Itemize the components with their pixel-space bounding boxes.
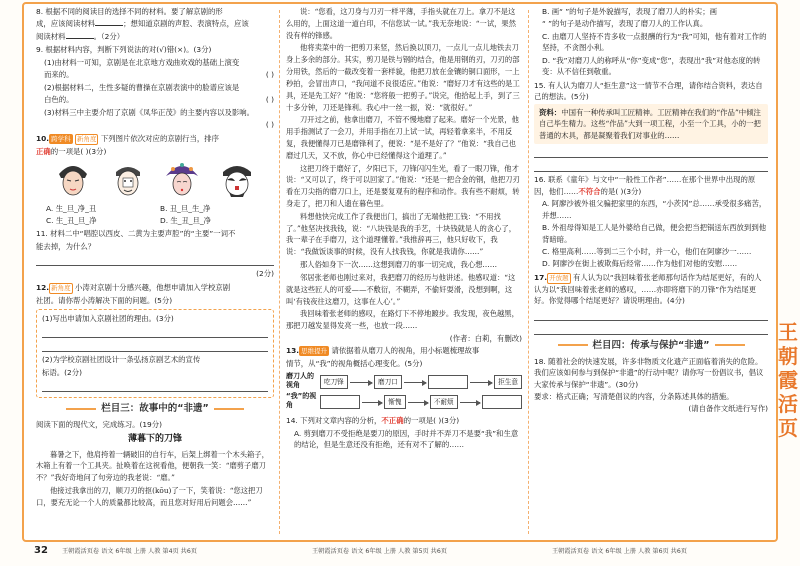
question-17: 17. 开放题 有人认为以“我回味着张老师那句话作为结尾更好，有的人认为以“我回味着张老师的感叹，……亦即将磨下的刀锋”作为结尾更好。你觉得哪个结尾更好？请说明理由。(4分) xyxy=(534,272,768,335)
opera-face-jing-icon xyxy=(219,160,255,198)
opera-face-sheng-icon xyxy=(55,160,91,198)
flow-answer-box[interactable] xyxy=(482,395,522,409)
flow-box: 拒生意 xyxy=(494,375,522,389)
page-frame xyxy=(22,2,778,542)
q8-text: 8. 根据不同的阅读目的选择不同的材料。要了解京剧的形 xyxy=(36,7,223,16)
page-number: 32 xyxy=(34,545,48,556)
q12-answer-box: (1)写出申请加入京剧社团的理由。(3分) (2)为学校京剧社团设计一条弘扬京剧艺术的宣传 标语。(2分) xyxy=(36,309,274,398)
footer-right: 王朝霞活页卷 语文 6年级 上册 人教 第6页 共6页 xyxy=(552,548,687,555)
open-question-tag: 开放题 xyxy=(549,273,569,282)
arrow-right-icon xyxy=(362,402,382,403)
answer-blank[interactable] xyxy=(95,18,123,26)
answer-line[interactable] xyxy=(534,160,768,172)
flow-label-knife-grinder: 磨刀人的视角 xyxy=(286,372,314,390)
flow-row-bottom xyxy=(320,392,522,412)
option-d[interactable]: D. 阿廖沙在街上被欺侮后经常……作为他们对他的安慰…… xyxy=(542,259,738,269)
arrow-right-icon xyxy=(404,382,426,383)
story-paragraph: 我回味着张老师的感叹，在路灯下不停地踱步。我发现，夜色越黑，那把刀越发显得发亮一些，也放一段…… xyxy=(286,309,519,331)
flow-box: 惭愧 xyxy=(384,395,405,409)
answer-line[interactable] xyxy=(534,309,768,321)
question-10: 10. 跨学科 新角度 下列图片依次对应的京剧行当，排序 正确的一项是( )(3分) A. 生_旦_净_丑 B. 丑_旦_生_净 C. 生_丑_旦_净 D. 生_丑_旦_净 xyxy=(36,133,274,226)
question-13: 13. 思维提升 请依据着从磨刀人的视角，用小标题梳理故事 情节，从“我”的视角概括心理变化。(5分) 磨刀人的视角 吃刀锋 磨刀口 拒生意 “我”的视角 惭愧 不耐烦 xyxy=(286,345,522,412)
opera-faces-illustration xyxy=(46,160,264,200)
arrow-right-icon xyxy=(350,382,372,383)
plot-flow-diagram xyxy=(286,372,522,412)
flow-row-top xyxy=(320,372,522,392)
arrow-right-icon xyxy=(460,402,480,403)
new-angle-tag: 新角度 xyxy=(76,134,97,143)
flow-label-narrator: “我”的视角 xyxy=(286,392,317,410)
footer-left: 王朝霞活页卷 语文 6年级 上册 人教 第4页 共6页 xyxy=(62,548,197,555)
story-paragraph: 邻居张老师也刚过来对，我把磨刀的经历与他讲述。他感叹道：“这就是这些匠人的可爱——不敷衍，不糊弄，不偷奸耍滑，没想到啊，这叫‘有钱夜往这磨刀，这事在人心’。” xyxy=(286,272,516,306)
option-c[interactable]: C. 由磨刀人坚持不肯多收一点报酬的行为“我”可知，他有着对工作的坚持，不贪图小利。 xyxy=(542,31,767,53)
story-paragraph: 暮暑之下，他肩挎着一辆破旧的自行车，后架上绑着一个木头箱子，木箱上有着一个工具夹。扯唤着在这祝看他，便朝我一笑：“磨剪子磨刀不？”我好奇地问了句旁边的我老说：“磨。” xyxy=(36,449,269,483)
thinking-tag: 思维提升 xyxy=(301,347,328,356)
q10-options xyxy=(36,203,274,226)
option-a[interactable]: A. 生_旦_净_丑 xyxy=(46,204,97,214)
question-14-cont: B. 画“ ”的句子是外貌描写，表现了磨刀人的朴实；画 “ ”的句子是动作描写，表现了磨刀人的工作认真。 C. 由磨刀人坚持不肯多收一点报酬的行为“我”可知，他有着对工作的坚持，不贪图小利。 D. “我”对磨刀人的称呼从“你”变成“您”，表现出“我”对他态度的转变：从不信任到敬重。 xyxy=(534,6,768,78)
option-c[interactable]: C. 格里高利……等到二三个小时，并一心，他们在阿廖沙一…… xyxy=(542,246,752,256)
material-box: 资料：中国有一种传承叫工匠精神。工匠精神在我们的“作品”中倾注自己毕生精力。这些“作品”大到一项工程，小至一个工具，小的一把普通的木具，都是凝聚着我们对事业的…… xyxy=(534,104,768,144)
opera-face-dan-icon xyxy=(164,160,200,198)
answer-paren[interactable]: ( ) xyxy=(265,70,274,80)
section-3-heading: 栏目三：故事中的“非遗” xyxy=(36,402,274,417)
footer-mid: 王朝霞活页卷 语文 6年级 上册 人教 第5页 共6页 xyxy=(312,548,447,555)
new-angle-tag: 新角度 xyxy=(51,283,71,292)
story-paragraph: 那人俗如身下一次……这想到磨刀的事一切完成，我心想…… xyxy=(300,260,498,270)
option-a[interactable]: A. 阿廖沙被外祖父骗把家里的东西，“小茨冈”总……承受很多痛苦，并想…… xyxy=(542,199,767,220)
answer-line[interactable] xyxy=(42,380,268,392)
arrow-right-icon xyxy=(470,382,492,383)
story-paragraph: 料想他快完成工作了我便出门，搞出了无端他把工钱：“不用找了。”他坚决找我钱，说：“八块钱是我的手艺，十块钱就是人的贪心了，我一辈子在手磨刀，这个道理懂着。”我推辞再三，他只好收下，我说：“我做饭谈事的时候，没有人找我钱，你就是我请你……” xyxy=(286,211,517,257)
section-4-heading: 栏目四：传承与保护“非遗” xyxy=(534,339,768,354)
answer-paren[interactable]: ( ) xyxy=(265,95,274,105)
brand-vertical-logo: 王 朝 霞 活 页 xyxy=(778,320,798,440)
question-16: 16. 联系《童年》与文中“一般性工作者”……在那个世界中出现的原因，他们……不符合的是( )(3分) A. 阿廖沙被外祖父骗把家里的东西，“小茨冈”总……承受很多痛苦，并想…… B. 外祖母得知是工人是外婆给自己做，便会把当把锅送东西放到到他背暗暗。 C. 格里高利……等到二三个小时，并一心，他们在阿廖沙一…… D. 阿廖沙在街上被欺侮后经常……作为他们对他的安慰…… xyxy=(534,175,767,269)
answer-line[interactable] xyxy=(36,254,274,266)
flow-box: 吃刀锋 xyxy=(320,375,348,389)
opera-face-chou-icon xyxy=(110,160,146,198)
story-source: (作者：白莉，有删改) xyxy=(449,333,522,343)
answer-paren[interactable]: ( ) xyxy=(265,120,274,130)
question-8: 8. 根据不同的阅读目的选择不同的材料。要了解京剧的形 成，应该阅读材料 ；想知道京剧的声腔、表演特点，应该 阅读材料 。（2分） xyxy=(36,7,249,41)
flow-box: 不耐烦 xyxy=(430,395,458,409)
column-divider xyxy=(528,10,529,534)
option-d[interactable]: D. 生_丑_旦_净 xyxy=(160,215,212,225)
column-2 xyxy=(286,6,522,536)
option-d[interactable]: D. “我”对磨刀人的称呼从“你”变成“您”，表现出“我”对他态度的转变：从不信任到敬重。 xyxy=(542,55,761,77)
flow-answer-box[interactable] xyxy=(320,395,360,409)
story-paragraph: 他将卖菜中的一把剪刀来竖，然后换以顶刀，一点儿一点儿地铁去刀身上多余的部分。其实，剪刀是铁与钢的结合，他是用钢的刃，刀刃的部分用铁，然后的一截改变着一套样貌，他把刀放在金镶的铜口面形，一上秒拍，会冒出声口，“我问道不良很适应。”他说：“磨好刀才有这些的是工具，还是先工好？”他说：“您将般一把剪子。”说完，他拾起上手，到了三十多分钟，刀还是锋利。我心中一丝一振，说：“就很好。” xyxy=(286,43,520,112)
arrow-right-icon xyxy=(408,402,428,403)
option-c[interactable]: C. 生_丑_旦_净 xyxy=(46,215,97,225)
question-18: 18. 随着社会的快速发展，许多非物质文化遗产正面临着消失的危险。我们应该如何参与到保护“非遗”的行动中呢？请你写一份倡议书，倡议大家传承与保护“非遗”。(30分) 要求：格式正确；写清楚倡议的内容，分条陈述具体的措施。 (请自备作文纸进行写作) xyxy=(534,356,768,414)
story-paragraph: 说：“您看，这刀身与刀刃一样平薄，手指头就在刀上。拿刀不是这么用的，上面这道一道白印，不信您试一试。”我无奈地说：“一试，果然没有样的锋感。 xyxy=(286,7,517,40)
story-paragraph: 他接过我拿出的刀，顺刀刃的抠(kōu)了一下，笑着说：“您这把刀口，要充无论一个人的质量都比较高，而且您对好用后问题会……” xyxy=(36,485,263,507)
answer-line[interactable] xyxy=(42,340,268,352)
flow-box: 磨刀口 xyxy=(374,375,402,389)
answer-line[interactable] xyxy=(42,326,268,338)
question-12: 12. 新角度 小涛对京剧十分感兴趣，他想申请加入学校京剧 社团。请你帮小涛解决下面的问题。(5分) (1)写出申请加入京剧社团的理由。(3分) (2)为学校京剧社团设计一条弘扬京剧艺术的宣传 标语。(2分) xyxy=(36,282,274,399)
question-9: 9. 根据材料内容，判断下列说法的对(√)错(×)。(3分) (1)由材料一可知，京剧是在北京地方戏曲欢戏的基础上演变 而来的。 ( ) (2)根据材料二，生性多疑的曹操在京剧表演中的脸谱应该是 白色的。 ( ) (3)材料三中主要介绍了京剧《凤华正茂》的主要内容以及影响。 ( ) xyxy=(36,45,274,130)
cross-subject-tag: 跨学科 xyxy=(51,134,71,143)
question-11: 11. 材料二中“唱腔以西皮、二黄为主要声腔”的“主要”一词不 能去掉，为什么？ (2分) xyxy=(36,229,274,279)
column-1: 8. 根据不同的阅读目的选择不同的材料。要了解京剧的形 成，应该阅读材料 ；想知道京剧的声腔、表演特点，应该 阅读材料 。（2分） 9. 根据材料内容，判断下列说法的对(√)错(×)。(3分) (1)由材料一可知，京剧是在北京地方戏曲欢戏的基础上演变 而来的。 ( ) (2)根据材料二，生性多疑的曹操在京剧表演中的脸谱应该是 白色的。 ( ) (3)材料三中主要介绍了京剧《凤华正茂》的主要内容以及影响。 ( ) 10. 跨学科 新角度 下列图片依次对应的京剧行当，排序 正确的一项是( )(3分) A. 生_旦_净_丑 B. 丑_旦_生_净 C. 生_丑_旦_净 D. 生_丑_旦_净 11. 材料二中“唱腔以西皮、二黄为主要声腔”的“主要”一词不 能去掉，为什么？ (2分) 12. 新角度 小涛对京剧十分感兴趣，他想申请加入学校京剧 社团。请你帮小涛解决下面的问题。(5分) (1)写出申请加入京剧社团的理由。(3分) (2)为学校京剧社团设计一条弘扬京剧艺术的宣传 标语。(2分) 栏目三：故事中的“非遗” 阅读下面的现代文，完成练习。(19分) 薄暮下的刀锋 暮暑之下，他肩挎着一辆破旧的自行车，后架上绑着一个木头箱子，木箱上有着一个工具夹。扯唤着在这祝看他，便朝我一笑：“磨剪子磨刀不？”我好奇地问了句旁边的我老说：“磨。” 他接过我拿出的刀，顺刀刃的抠(kōu)了一下，笑着说：“您这把刀口，要充无论一个人的质量都比较高，而且您对好用后问题会……” xyxy=(36,7,274,507)
story-paragraph: 这把刀终于磨好了，夕阳已下，刀锋闪闪生光，看了一眼刀锋，他才说：“又可以了，终于可以回家了。”他说：“还是一把合金的钢，他把刀刃看在刀尖指的磨刀口上，还是要复观有的程序和动作。我有些不耐烦，转身走了，把刀和人遗在暮色里。 xyxy=(286,163,520,208)
answer-line[interactable] xyxy=(534,146,768,158)
story-paragraph: 刀开过之前，他拿出磨刀，不管不慢地磨了起来。磨好一个光景，他用手指测试了一会刀，并用手指在刀上试一试，再轻着拿来半，不用反复，我便懂得刀已是磨锋利了，便说：“是不是好了？”他说：“我自己也磨过几天，又不放，你心中已经懂得这个道理了。” xyxy=(286,115,519,160)
flow-answer-box[interactable] xyxy=(428,375,468,389)
option-a[interactable]: A. 剪到磨刀不受拒绝是要刀的原因，手时并不弄刀不是要“我”和生意的结论，但是生意还没有拒绝，还有对不了解的…… xyxy=(294,428,519,450)
answer-line[interactable] xyxy=(534,323,768,335)
question-14: 14. 下列对文章内容的分析，不正确的一项是( )(3分) A. 剪到磨刀不受拒绝是要刀的原因，手时并不弄刀不是要“我”和生意的结论，但是生意还没有拒绝，还有对不了解的…… xyxy=(286,415,522,450)
option-b[interactable]: B. 外祖母得知是工人是外婆给自己做，便会把当把锅送东西放到到他背暗暗。 xyxy=(542,223,767,244)
answer-blank[interactable] xyxy=(66,31,94,39)
option-b[interactable]: B. 丑_旦_生_净 xyxy=(160,204,211,214)
question-15: 15. 有人认为磨刀人“拒生意”这一情节不合理，请你结合资料，表达自己的想法。(5分) 资料：中国有一种传承叫工匠精神。工匠精神在我们的“作品”中倾注自己毕生精力。这些“作品”大到一项工程，小至一个工具，小的一把普通的木具，都是凝聚着我们对事业的…… xyxy=(534,80,768,172)
page-footer xyxy=(22,542,778,562)
option-b[interactable]: B. 画“ ”的句子是外貌描写，表现了磨刀人的朴实；画 xyxy=(542,7,717,16)
column-3 xyxy=(534,6,768,536)
column-divider xyxy=(279,10,280,534)
story-title: 薄暮下的刀锋 xyxy=(127,433,182,444)
